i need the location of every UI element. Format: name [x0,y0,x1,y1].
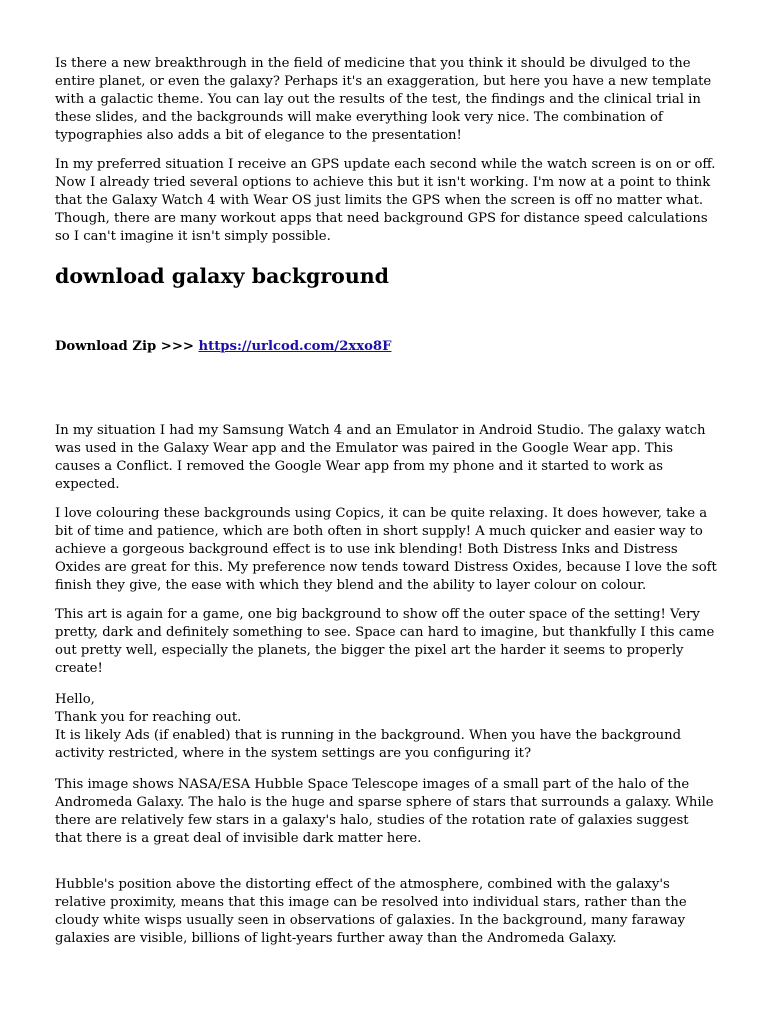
reply-thanks: Thank you for reaching out. [55,710,242,725]
reply-greeting: Hello, [55,692,95,707]
hubble-position-paragraph: Hubble's position above the distorting effect of the atmosphere, combined with the galaxy's relative proximity, means that this image can be resolved into individual stars, rather than the cloudy white wisps usually seen in observations of galaxies. In the background, many faraway galaxies are visible, billions of light-years further away than the Andromeda Galaxy. [55,877,687,946]
copics-paragraph: I love colouring these backgrounds using Copics, it can be quite relaxing. It does however, take a bit of time and patience, which are both often in short supply! A much quicker and easier way to achieve a gorgeous background effect is to use ink blending! Both Distress Inks and Distress Oxides are great for this. My preference now tends toward Distress Oxides, because I love the soft finish they give, the ease with which they blend and the ability to layer colour on colour. [55,506,717,593]
reply-paragraph [55,691,718,763]
download-link[interactable]: https://urlcod.com/2xxo8F [198,339,392,354]
game-art-paragraph: This art is again for a game, one big background to show off the outer space of the setting! Very pretty, dark and definitely something to see. Space can hard to imagine, but thankfully I this came out pretty well, especially the planets, the bigger the pixel art the harder it seems to properly create! [55,607,715,676]
gps-paragraph: In my preferred situation I receive an GPS update each second while the watch screen is on or off. Now I already tried several options to achieve this but it isn't working. I'm now at a point to think that the Galaxy Watch 4 with Wear OS just limits the GPS when the screen is off no matter what. Though, there are many workout apps that need background GPS for distance speed calculations so I can't imagine it isn't simply possible. [55,157,716,244]
download-line [55,338,718,356]
intro-paragraph: Is there a new breakthrough in the field of medicine that you think it should be divulged to the entire planet, or even the galaxy? Perhaps it's an exaggeration, but here you have a new template with a galactic theme. You can lay out the results of the test, the findings and the clinical trial in these slides, and the backgrounds will make everything look very nice. The combination of typographies also adds a bit of elegance to the presentation! [55,56,712,143]
download-label: Download Zip >>> [55,339,199,354]
hubble-halo-paragraph: This image shows NASA/ESA Hubble Space Telescope images of a small part of the halo of the Andromeda Galaxy. The halo is the huge and sparse sphere of stars that surrounds a galaxy. While there are relatively few stars in a galaxy's halo, studies of the rotation rate of galaxies suggest that there is a great deal of invisible dark matter here. [55,777,714,846]
page-heading: download galaxy background [55,264,389,288]
watch-paragraph: In my situation I had my Samsung Watch 4 and an Emulator in Android Studio. The galaxy watch was used in the Galaxy Wear app and the Emulator was paired in the Google Wear app. This causes a Conflict. I removed the Google Wear app from my phone and it started to work as expected. [55,423,706,492]
reply-body: It is likely Ads (if enabled) that is running in the background. When you have the background activity restricted, where in the system settings are you configuring it? [55,728,682,761]
